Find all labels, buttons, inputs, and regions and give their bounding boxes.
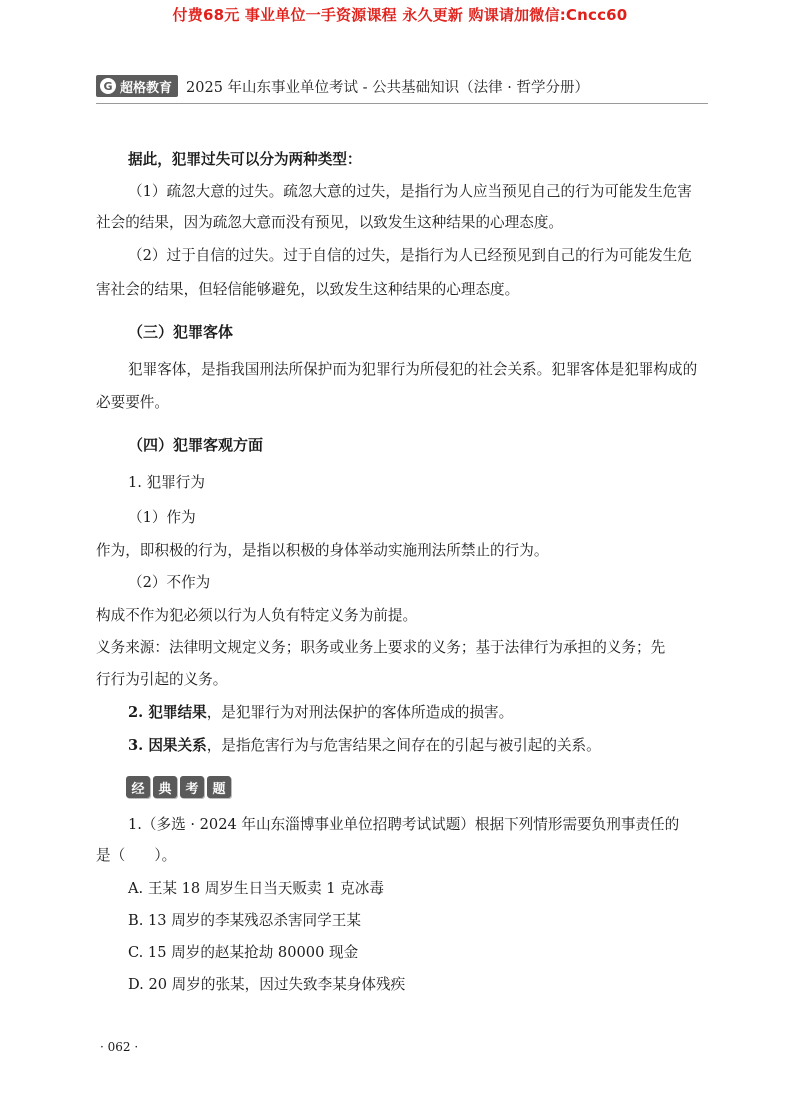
act-commission-desc: 作为，即积极的行为，是指以积极的身体举动实施刑法所禁止的行为。 bbox=[96, 542, 549, 559]
question-option-a: A. 王某 18 周岁生日当天贩卖 1 克冰毒 bbox=[128, 880, 384, 897]
badge-char: 典 bbox=[153, 776, 177, 798]
heading-objective-aspect: （四）犯罪客观方面 bbox=[128, 436, 264, 454]
paragraph-negligence-2a: （2）过于自信的过失。过于自信的过失，是指行为人已经预见到自己的行为可能发生危 bbox=[128, 247, 692, 264]
crime-result-label: 2. 犯罪结果 bbox=[128, 704, 207, 721]
badge-char: 考 bbox=[180, 776, 204, 798]
paragraph-negligence-2b: 害社会的结果，但轻信能够避免，以致发生这种结果的心理态度。 bbox=[96, 281, 520, 298]
brand-logo bbox=[96, 75, 178, 97]
badge-char: 经 bbox=[126, 776, 150, 798]
heading-crime-object: （三）犯罪客体 bbox=[128, 323, 234, 341]
paragraph-intro: 据此，犯罪过失可以分为两种类型： bbox=[128, 151, 362, 168]
question-stem-b: 是（ ）。 bbox=[96, 847, 177, 864]
question-option-d: D. 20 周岁的张某，因过失致李某身体残疾 bbox=[128, 976, 406, 993]
crime-result-text: ，是犯罪行为对刑法保护的客体所造成的损害。 bbox=[206, 704, 514, 721]
question-option-b: B. 13 周岁的李某残忍杀害同学王某 bbox=[128, 912, 361, 929]
logo-text: 超格教育 bbox=[120, 80, 173, 96]
question-option-c: C. 15 周岁的赵某抢劫 80000 现金 bbox=[128, 944, 359, 961]
page-header bbox=[96, 73, 708, 99]
act-omission-desc: 构成不作为犯必须以行为人负有特定义务为前提。 bbox=[96, 607, 418, 624]
watermark-banner: 付费68元 事业单位一手资源课程 永久更新 购课请加微信:Cncc60 bbox=[172, 6, 628, 24]
header-divider bbox=[96, 103, 708, 104]
question-stem-a: 1.（多选 · 2024 年山东淄博事业单位招聘考试试题）根据下列情形需要负刑事责任的 bbox=[128, 816, 680, 833]
duty-source-a: 义务来源：法律明文规定义务；职务或业务上要求的义务；基于法律行为承担的义务；先 bbox=[96, 639, 666, 656]
causation-text: ，是指危害行为与危害结果之间存在的引起与被引起的关系。 bbox=[206, 737, 601, 754]
classic-questions-badge bbox=[126, 776, 231, 798]
paragraph-negligence-1a: （1）疏忽大意的过失。疏忽大意的过失，是指行为人应当预见自己的行为可能发生危害 bbox=[128, 183, 692, 200]
paragraph-object-b: 必要要件。 bbox=[96, 394, 169, 411]
subheading-crime-act: 1. 犯罪行为 bbox=[128, 474, 205, 491]
crime-result bbox=[128, 703, 513, 723]
page-number: · 062 · bbox=[100, 1040, 139, 1054]
g-logo-icon: G bbox=[100, 78, 116, 94]
act-commission: （1）作为 bbox=[128, 509, 196, 526]
paragraph-negligence-1b: 社会的结果，因为疏忽大意而没有预见，以致发生这种结果的心理态度。 bbox=[96, 214, 564, 231]
act-omission: （2）不作为 bbox=[128, 574, 211, 591]
causation bbox=[128, 736, 601, 756]
duty-source-b: 行行为引起的义务。 bbox=[96, 671, 228, 688]
badge-char: 题 bbox=[207, 776, 231, 798]
header-title: 2025 年山东事业单位考试 - 公共基础知识（法律 · 哲学分册） bbox=[186, 79, 589, 96]
paragraph-object-a: 犯罪客体，是指我国刑法所保护而为犯罪行为所侵犯的社会关系。犯罪客体是犯罪构成的 bbox=[128, 361, 698, 378]
causation-label: 3. 因果关系 bbox=[128, 737, 207, 754]
